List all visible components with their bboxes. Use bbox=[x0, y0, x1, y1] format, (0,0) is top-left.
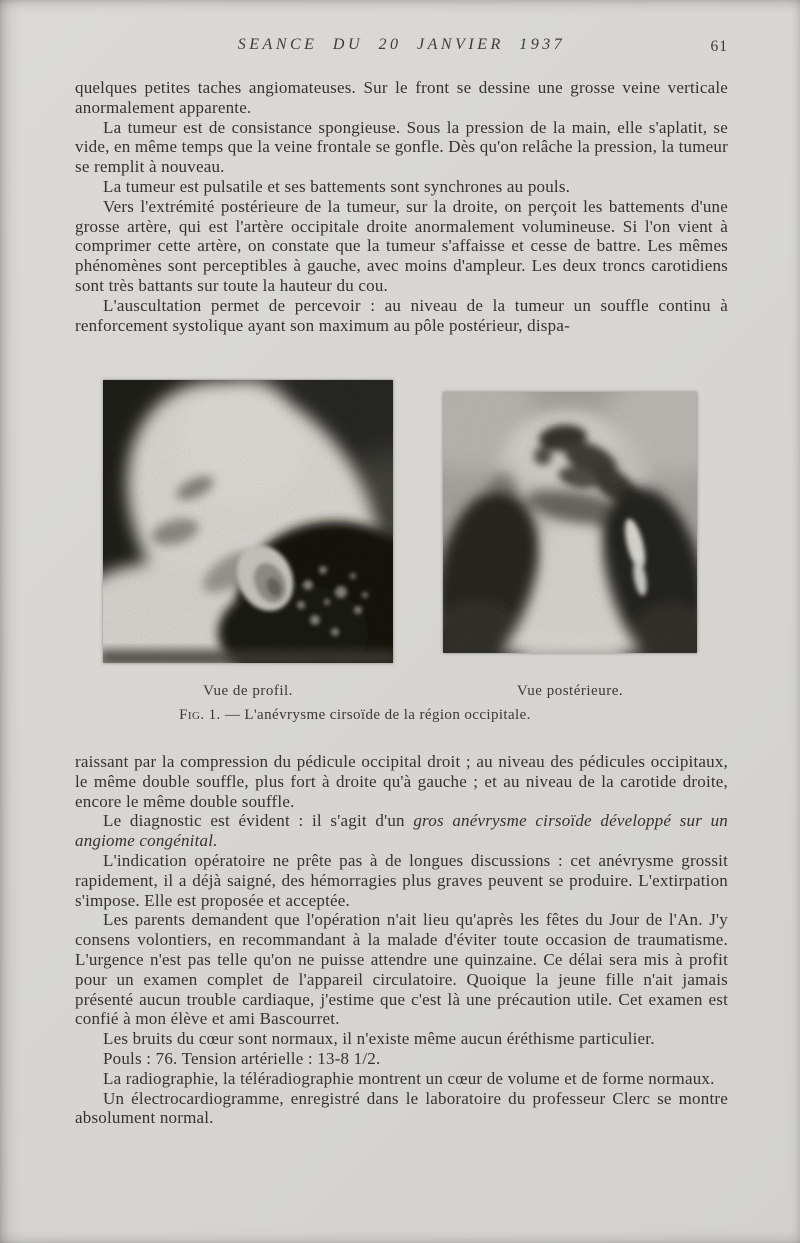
page-number: 61 bbox=[710, 38, 728, 55]
paragraph: La tumeur est pulsatile et ses battements sont synchrones au pouls. bbox=[103, 176, 571, 196]
diagnosis-lead: Le diagnostic est évident : il s'agit d'un bbox=[103, 811, 414, 831]
body-text-upper bbox=[75, 78, 728, 335]
figure-caption bbox=[75, 707, 635, 724]
paragraph: La radiographie, la téléradiographie montrent un cœur de volume et de forme normaux. bbox=[103, 1068, 715, 1088]
paragraph: Vers l'extrémité postérieure de la tumeur, sur la droite, on perçoit les battements d'une grosse artère, qui est l'artère occipitale droite anormalement volumineuse. Si l'on vient à comprimer cette artère, on constate que la tumeur s'affaisse et cesse de battre. Les mêmes phénomènes sont perceptibles à gauche, avec moins d'ampleur. Les deux troncs carotidiens sont très battants sur toute la hauteur du cou. bbox=[75, 196, 728, 295]
figure-caption-text: L'anévrysme cirsoïde de la région occipitale. bbox=[244, 707, 531, 723]
paragraph: Pouls : 76. Tension artérielle : 13-8 1/2. bbox=[103, 1048, 381, 1068]
paragraph: Les bruits du cœur sont normaux, il n'existe même aucun éréthisme particulier. bbox=[103, 1029, 655, 1049]
photo-profile-view bbox=[103, 380, 393, 663]
paragraph: L'indication opératoire ne prête pas à de longues discussions : cet anévrysme grossit rapidement, il a déjà saigné, des hémorragies plus graves peuvent se produire. L'extirpation s'impose. Elle est proposée et acceptée. bbox=[75, 850, 728, 910]
caption-profile-view: Vue de profil. bbox=[203, 683, 293, 699]
diagnosis-emphasis: gros anévrysme cirsoïde développé sur un angiome congénital. bbox=[75, 811, 729, 851]
page-header bbox=[75, 36, 728, 58]
paragraph: La tumeur est de consistance spongieuse. Sous la pression de la main, elle s'aplatit, se vide, en même temps que la veine frontale se gonfle. Dès qu'on relâche la pression, la tumeur se remplit à nouveau. bbox=[75, 117, 728, 177]
body-text-lower bbox=[75, 752, 728, 1128]
photo-posterior-view bbox=[443, 392, 697, 653]
figure-label: Fig. 1. — bbox=[179, 707, 241, 723]
paragraph: L'auscultation permet de percevoir : au niveau de la tumeur un souffle continu à renforcement systolique ayant son maximum au pôle postérieur, dispa- bbox=[75, 295, 728, 335]
paragraph bbox=[75, 811, 728, 851]
paragraph: quelques petites taches angiomateuses. Sur le front se dessine une grosse veine verticale anormalement apparente. bbox=[75, 78, 728, 117]
paragraph: Un électrocardiogramme, enregistré dans le laboratoire du professeur Clerc se montre absolument normal. bbox=[75, 1088, 728, 1128]
session-title: SEANCE DU 20 JANVIER 1937 bbox=[237, 36, 566, 53]
paragraph: Les parents demandent que l'opération n'ait lieu qu'après les fêtes du Jour de l'An. J'y consens volontiers, en recommandant à la malade d'éviter toute occasion de traumatisme. L'urgence n'est pas telle qu'on ne puisse attendre une quinzaine. Ce délai sera mis à profit pour un examen complet de l'appareil circulatoire. Quoique la jeune fille n'ait jamais présenté aucun trouble cardiaque, j'estime que c'est là une précaution utile. Cet examen est confié à mon élève et ami Bascourret. bbox=[75, 910, 728, 1029]
caption-posterior-view: Vue postérieure. bbox=[516, 683, 624, 699]
paragraph: raissant par la compression du pédicule occipital droit ; au niveau des pédicules occipitaux, le même double souffle, plus fort à droite qu'à gauche ; et au niveau de la carotide droite, encore le même double souffle. bbox=[75, 752, 728, 811]
